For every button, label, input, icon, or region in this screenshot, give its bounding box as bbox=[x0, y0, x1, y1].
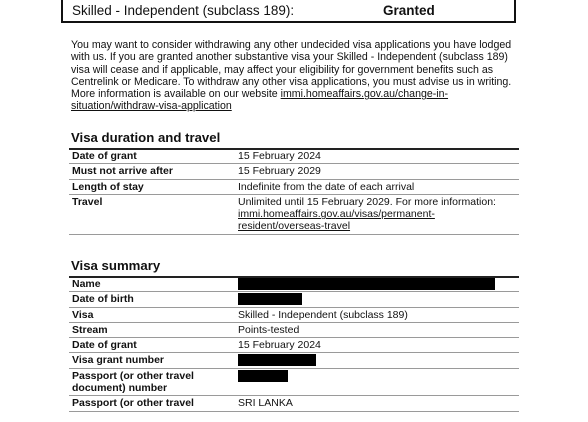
summary-table bbox=[69, 277, 519, 412]
row-label: Travel bbox=[69, 194, 234, 234]
row-value: SRI LANKA bbox=[234, 396, 519, 411]
table-row bbox=[69, 396, 519, 411]
row-value bbox=[234, 277, 519, 292]
table-row bbox=[69, 292, 519, 307]
table-row bbox=[69, 194, 519, 234]
duration-table bbox=[69, 149, 519, 235]
section-title-duration: Visa duration and travel bbox=[71, 130, 221, 145]
table-row bbox=[69, 307, 519, 322]
row-value: Indefinite from the date of each arrival bbox=[234, 179, 519, 194]
row-value: Skilled - Independent (subclass 189) bbox=[234, 307, 519, 322]
row-value bbox=[234, 292, 519, 307]
notice-text: You may want to consider withdrawing any other undecided visa applications you have lodged with us. If you are granted another substantive visa your Skilled - Independent (subclass 189) visa will cease and if applicable, may affect your eligibility for government benefits such as Centrelink or Medicare. To withdraw any other visa applications, you must advise us in writing. More information is available on our website bbox=[71, 39, 512, 101]
visa-status: Granted bbox=[383, 3, 435, 18]
overseas-travel-link[interactable]: immi.homeaffairs.gov.au/visas/permanent-resident/overseas-travel bbox=[238, 208, 435, 233]
row-label: Date of grant bbox=[69, 149, 234, 164]
row-label: Date of birth bbox=[69, 292, 234, 307]
redaction-bar bbox=[238, 370, 288, 382]
table-row bbox=[69, 368, 519, 396]
withdrawal-notice bbox=[71, 39, 521, 113]
row-value bbox=[234, 368, 519, 396]
row-value bbox=[234, 194, 519, 234]
row-value: 15 February 2024 bbox=[234, 338, 519, 353]
row-value: 15 February 2024 bbox=[234, 149, 519, 164]
row-label: Date of grant bbox=[69, 338, 234, 353]
table-row bbox=[69, 277, 519, 292]
table-row bbox=[69, 322, 519, 337]
section-title-summary: Visa summary bbox=[71, 258, 161, 273]
redaction-bar bbox=[238, 293, 302, 305]
visa-name: Skilled - Independent (subclass 189): bbox=[72, 3, 295, 18]
row-label: Stream bbox=[69, 322, 234, 337]
row-label: Visa grant number bbox=[69, 353, 234, 368]
row-value: 15 February 2029 bbox=[234, 164, 519, 179]
redaction-bar bbox=[238, 354, 316, 366]
row-value bbox=[234, 353, 519, 368]
table-row bbox=[69, 149, 519, 164]
table-row bbox=[69, 353, 519, 368]
table-row bbox=[69, 338, 519, 353]
redaction-bar bbox=[238, 278, 495, 290]
row-label: Length of stay bbox=[69, 179, 234, 194]
row-label: Passport (or other travel bbox=[69, 396, 234, 411]
row-label: Must not arrive after bbox=[69, 164, 234, 179]
row-value: Points-tested bbox=[234, 322, 519, 337]
travel-text: Unlimited until 15 February 2029. For more information: bbox=[238, 195, 496, 208]
table-row bbox=[69, 179, 519, 194]
visa-status-box bbox=[61, 0, 516, 23]
row-label: Visa bbox=[69, 307, 234, 322]
table-row bbox=[69, 164, 519, 179]
row-label: Passport (or other travel document) number bbox=[69, 368, 234, 396]
row-label: Name bbox=[69, 277, 234, 292]
withdraw-application-link[interactable]: immi.homeaffairs.gov.au/change-in-situation/withdraw-visa-application bbox=[71, 88, 449, 113]
